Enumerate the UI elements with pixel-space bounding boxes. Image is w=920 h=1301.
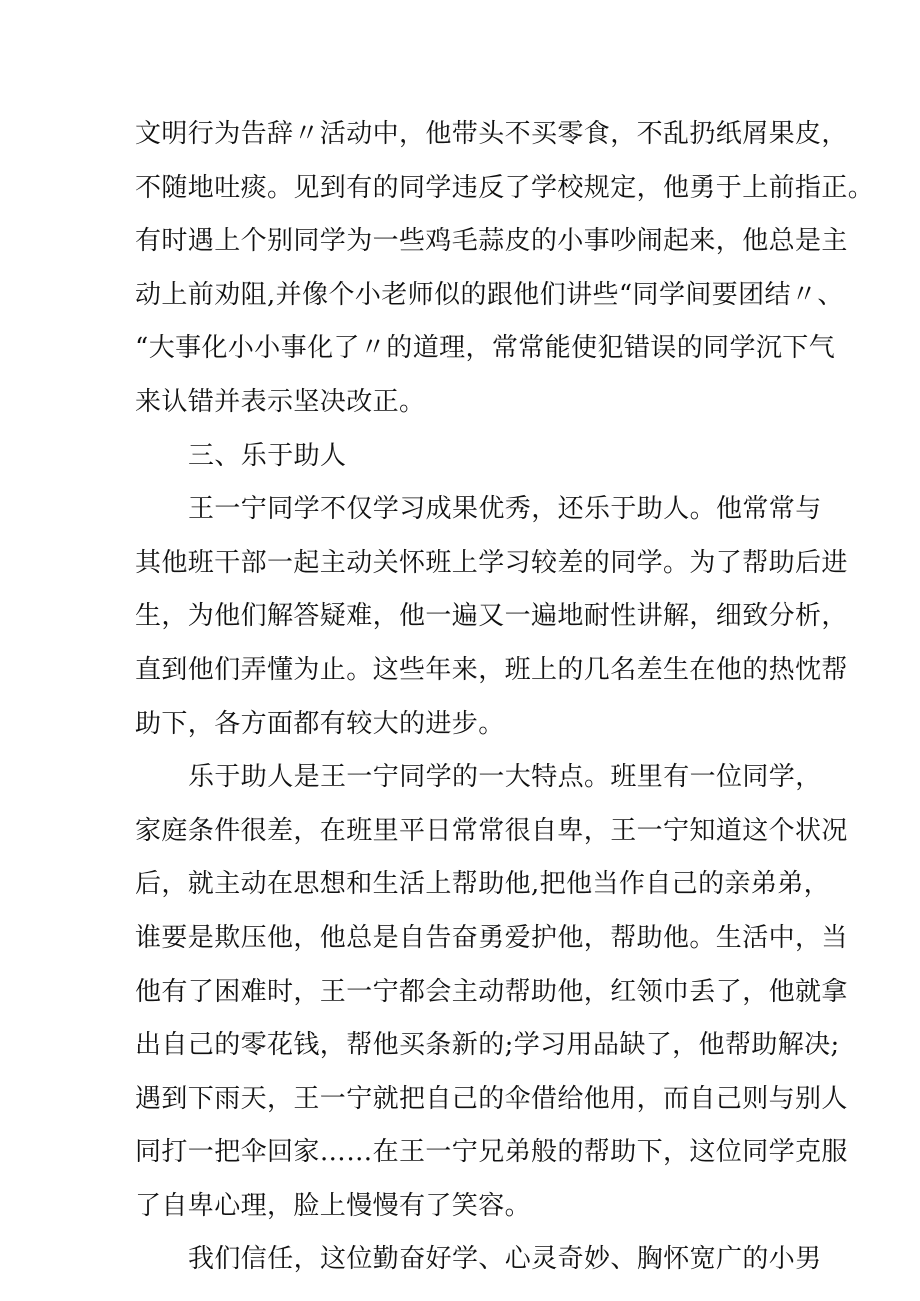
text-line: 有时遇上个别同学为一些鸡毛蒜皮的小事吵闹起来，他总是主 — [135, 226, 848, 257]
text-line: 后，就主动在思想和生活上帮助他,把他当作自己的亲弟弟， — [135, 869, 831, 900]
text-line: 了自卑心理，脸上慢慢有了笑容。 — [135, 1190, 532, 1221]
text-line: 动上前劝阻,并像个小老师似的跟他们讲些“同学间要团结〃、 — [135, 279, 844, 310]
text-line: 不随地吐痰。见到有的同学违反了学校规定，他勇于上前指正。 — [135, 172, 875, 203]
text-line: 直到他们弄懂为止。这些年来，班上的几名差生在他的热忱帮 — [135, 654, 848, 685]
text-line: 助下，各方面都有较大的进步。 — [135, 708, 505, 739]
text-line: 谁要是欺压他，他总是自告奋勇爱护他，帮助他。生活中，当 — [135, 922, 848, 953]
section-heading: 三、乐于助人 — [188, 440, 347, 471]
text-line: 来认错并表示坚决改正。 — [135, 386, 426, 417]
text-line: 同打一把伞回家……在王一宁兄弟般的帮助下，这位同学克服 — [135, 1137, 848, 1168]
text-line: 我们信任，这位勤奋好学、心灵奇妙、胸怀宽广的小男 — [188, 1244, 822, 1275]
text-line: 乐于助人是王一宁同学的一大特点。班里有一位同学， — [188, 762, 822, 793]
text-line: 文明行为告辞〃活动中，他带头不买零食，不乱扔纸屑果皮， — [135, 119, 848, 149]
text-line: 其他班干部一起主动关怀班上学习较差的同学。为了帮助后进 — [135, 547, 848, 578]
text-line: 王一宁同学不仅学习成果优秀，还乐于助人。他常常与 — [188, 494, 822, 525]
text-line: 他有了困难时，王一宁都会主动帮助他，红领巾丢了，他就拿 — [135, 976, 848, 1007]
text-line: 家庭条件很差，在班里平日常常很自卑，王一宁知道这个状况 — [135, 815, 848, 846]
text-line: “大事化小小事化了〃的道理，常常能使犯错误的同学沉下气 — [135, 333, 836, 364]
text-line: 生，为他们解答疑难，他一遍又一遍地耐性讲解，细致分析， — [135, 601, 848, 632]
document-body — [135, 108, 875, 1287]
text-line: 遇到下雨天，王一宁就把自己的伞借给他用，而自己则与别人 — [135, 1083, 848, 1114]
text-line: 出自己的零花钱，帮他买条新的;学习用品缺了，他帮助解决; — [135, 1030, 840, 1061]
